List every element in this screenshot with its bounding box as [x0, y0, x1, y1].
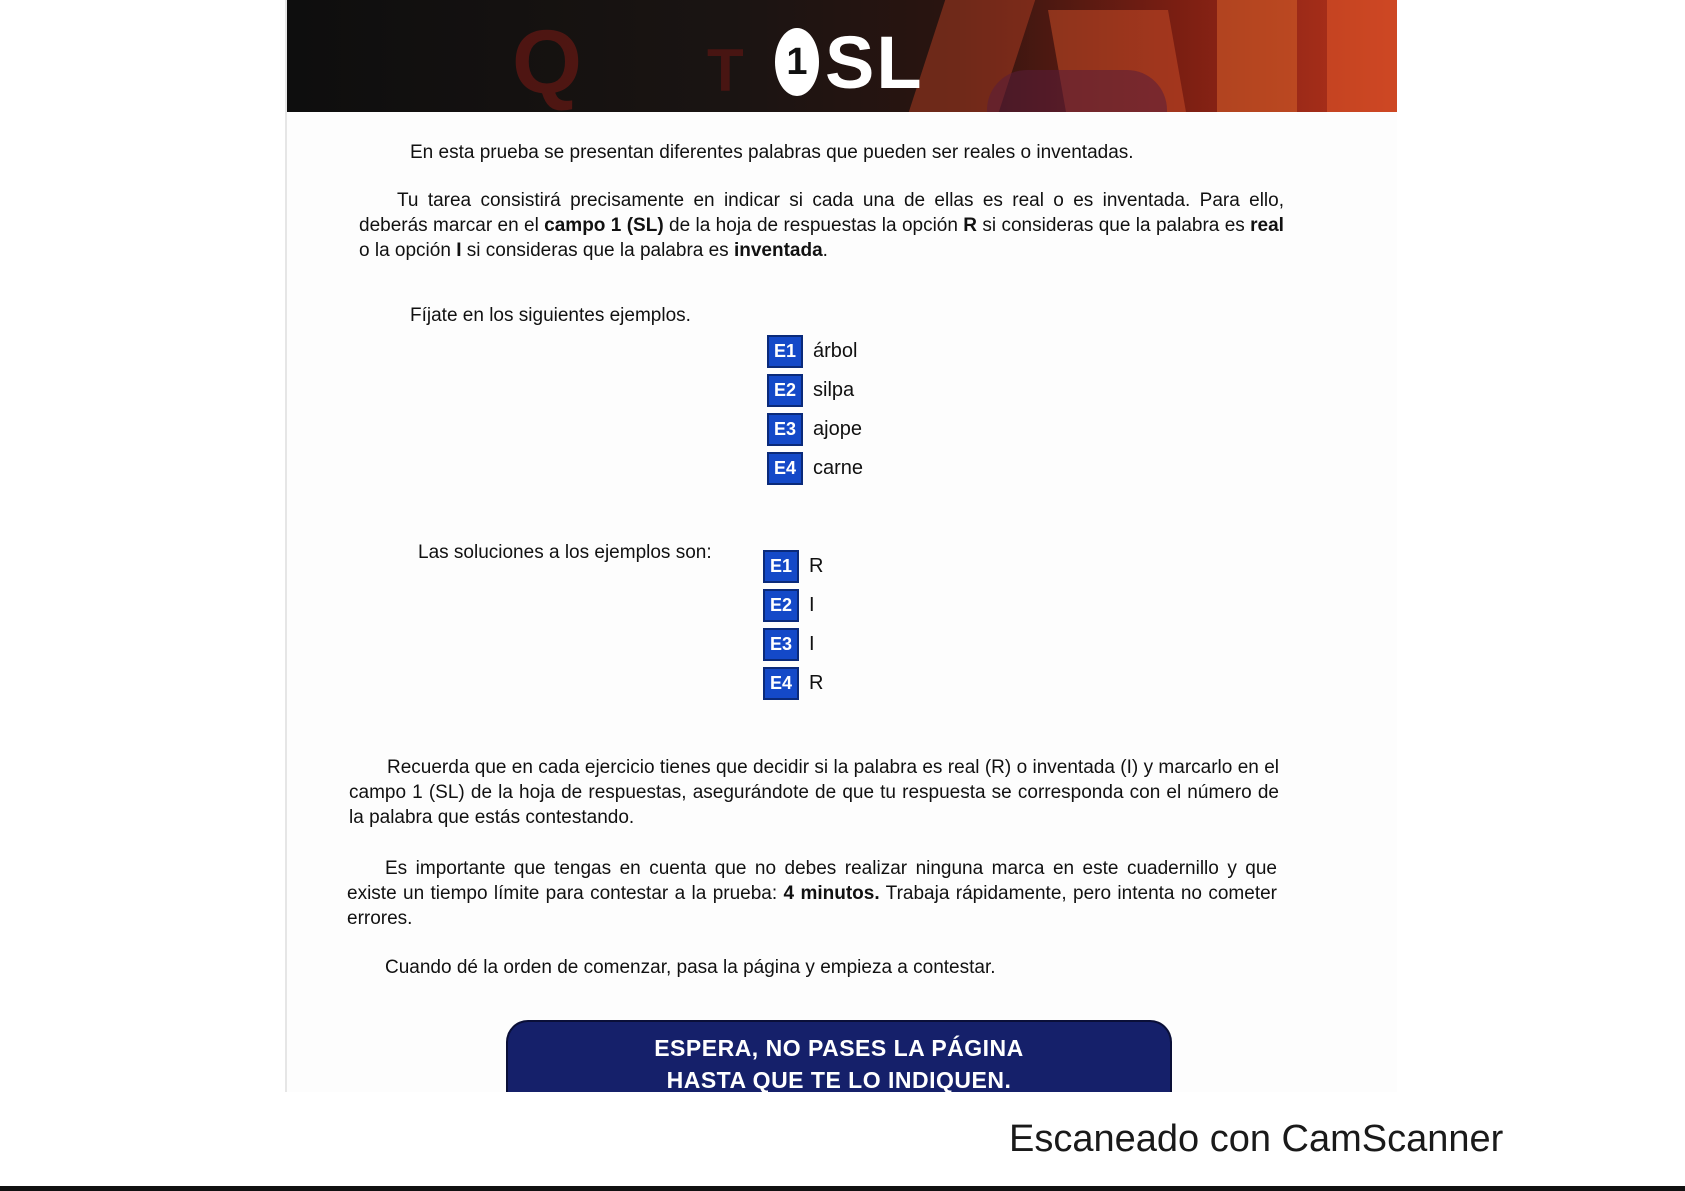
solution-answer: I — [809, 633, 815, 655]
solution-answer: I — [809, 594, 815, 616]
decorative-shape — [1217, 0, 1297, 112]
examples-list — [767, 332, 863, 488]
solution-item — [763, 586, 823, 625]
solution-badge: E3 — [763, 628, 799, 661]
solutions-list — [763, 547, 823, 703]
reminder-paragraph: Recuerda que en cada ejercicio tienes que decidir si la palabra es real (R) o inventada (I) y marcarlo en el campo 1 (SL) de la hoja de respuestas, asegurándote de que tu respuesta se corresponda con el número de la palabra que estás contestando. — [349, 757, 1279, 828]
section-title: SL — [825, 20, 924, 104]
example-word: árbol — [813, 340, 858, 362]
camscanner-watermark: Escaneado con CamScanner — [1009, 1118, 1504, 1160]
important-paragraph: Es importante que tengas en cuenta que no debes realizar ninguna marca en este cuadernillo y que existe un tiempo límite para contestar a la prueba: 4 minutos. Trabaja rápidamente, pero intenta no cometer errores. — [347, 858, 1277, 929]
section-number-badge: 1 — [775, 28, 819, 96]
example-badge: E3 — [767, 413, 803, 446]
solution-badge: E1 — [763, 550, 799, 583]
decorative-shape — [987, 70, 1167, 112]
example-item — [767, 410, 863, 449]
solution-item — [763, 547, 823, 586]
decorative-letter-q: Q — [512, 13, 583, 112]
solution-badge: E4 — [763, 667, 799, 700]
solution-item — [763, 625, 823, 664]
example-word: ajope — [813, 418, 862, 440]
start-instruction: Cuando dé la orden de comenzar, pasa la página y empieza a contestar. — [385, 957, 996, 978]
examples-intro: Fíjate en los siguientes ejemplos. — [410, 305, 691, 326]
solutions-label: Las soluciones a los ejemplos son: — [418, 542, 712, 563]
scanned-page — [285, 0, 1397, 1092]
solution-answer: R — [809, 672, 824, 694]
banner-line-1: ESPERA, NO PASES LA PÁGINA — [654, 1035, 1024, 1061]
decorative-letter-t: T — [707, 37, 744, 104]
task-paragraph: Tu tarea consistirá precisamente en indicar si cada una de ellas es real o es inventada. Para ello, deberás marcar en el campo 1 (SL) de la hoja de respuestas la opción R si consideras que la palabra es real o la opción I si consideras que la palabra es inventada. — [359, 190, 1284, 261]
decorative-shape — [1327, 0, 1397, 112]
intro-paragraph: En esta prueba se presentan diferentes palabras que pueden ser reales o inventadas. — [410, 142, 1134, 163]
example-item — [767, 371, 863, 410]
example-badge: E4 — [767, 452, 803, 485]
bottom-border — [0, 1186, 1685, 1191]
example-item — [767, 332, 863, 371]
example-item — [767, 449, 863, 488]
wait-banner — [506, 1020, 1172, 1092]
example-badge: E2 — [767, 374, 803, 407]
example-word: silpa — [813, 379, 855, 401]
example-badge: E1 — [767, 335, 803, 368]
banner-line-2: HASTA QUE TE LO INDIQUEN. — [666, 1067, 1012, 1093]
solution-badge: E2 — [763, 589, 799, 622]
example-word: carne — [813, 457, 864, 479]
solution-answer: R — [809, 555, 824, 577]
solution-item — [763, 664, 823, 703]
header-band — [287, 0, 1397, 112]
page-title — [775, 22, 924, 102]
